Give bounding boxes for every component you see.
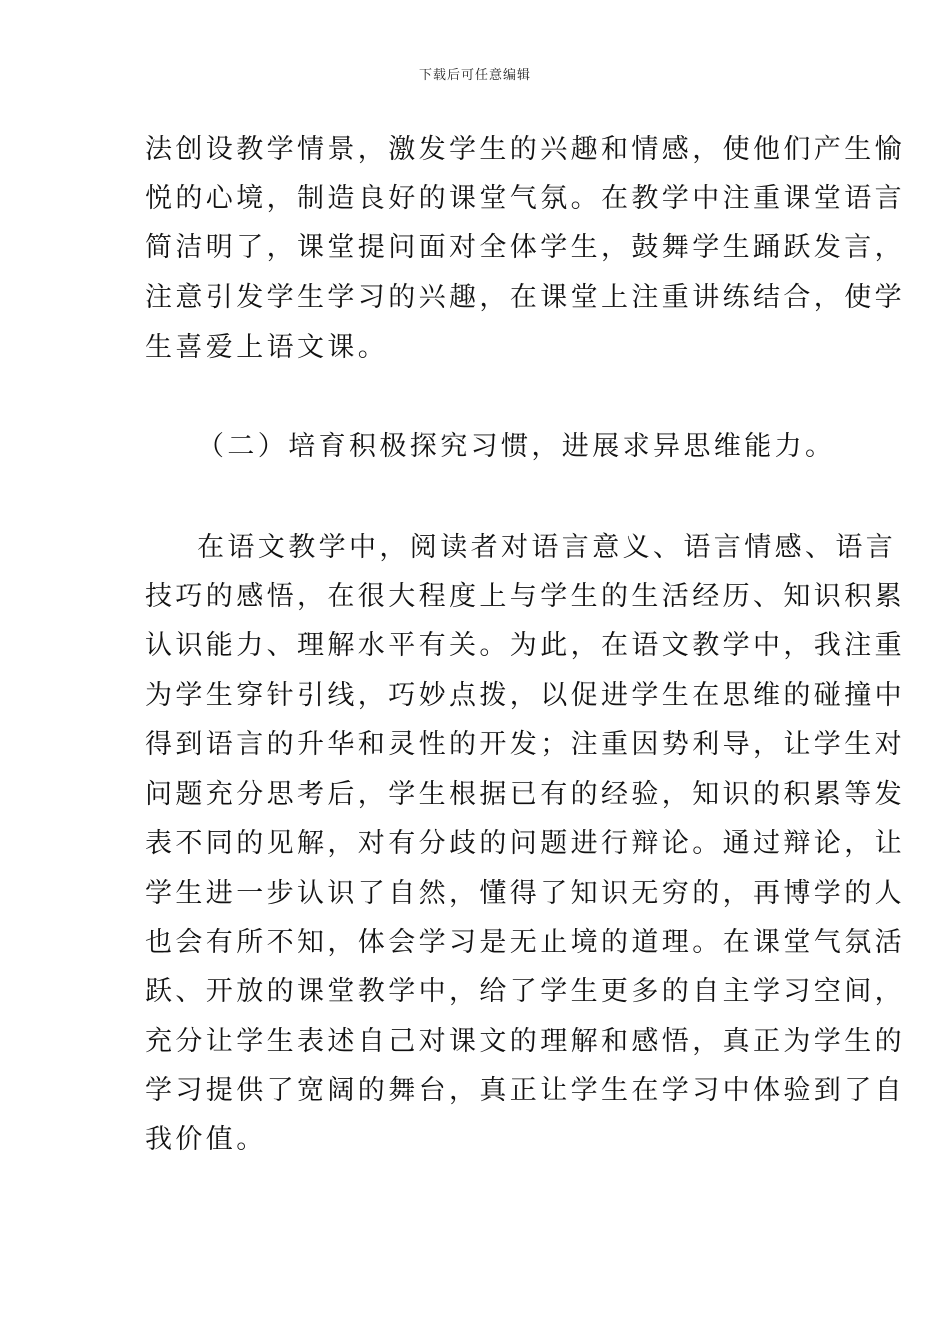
paragraph-line: 表不同的见解，对有分歧的问题进行辩论。通过辩论，让 <box>145 828 905 859</box>
paragraph-line: 得到语言的升华和灵性的开发；注重因势利导，让学生对 <box>145 729 905 760</box>
paragraph-line: 在语文教学中，阅读者对语言意义、语言情感、语言 <box>197 532 897 563</box>
paragraph-line: 跃、开放的课堂教学中，给了学生更多的自主学习空间， <box>145 976 905 1007</box>
paragraph-line: 技巧的感悟，在很大程度上与学生的生活经历、知识积累 <box>145 581 905 612</box>
paragraph-line: 充分让学生表述自己对课文的理解和感悟，真正为学生的 <box>145 1026 905 1057</box>
paragraph-line: 注意引发学生学习的兴趣，在课堂上注重讲练结合，使学 <box>145 282 905 313</box>
paragraph-line: 悦的心境，制造良好的课堂气氛。在教学中注重课堂语言 <box>145 183 905 214</box>
page-header: 下载后可任意编辑 <box>418 68 531 83</box>
paragraph-line: 也会有所不知，体会学习是无止境的道理。在课堂气氛活 <box>145 927 905 958</box>
paragraph-line: 学生进一步认识了自然，懂得了知识无穷的，再博学的人 <box>145 878 905 909</box>
paragraph-line: 为学生穿针引线，巧妙点拨，以促进学生在思维的碰撞中 <box>145 680 905 711</box>
paragraph-line: 问题充分思考后，学生根据已有的经验，知识的积累等发 <box>145 779 905 810</box>
paragraph-line: 学习提供了宽阔的舞台，真正让学生在学习中体验到了自 <box>145 1075 905 1106</box>
paragraph-line: 生喜爱上语文课。 <box>145 332 389 363</box>
paragraph-line: 简洁明了，课堂提问面对全体学生，鼓舞学生踊跃发言， <box>145 232 905 263</box>
paragraph-line: 法创设教学情景，激发学生的兴趣和情感，使他们产生愉 <box>145 134 905 165</box>
section-heading: （二）培育积极探究习惯，进展求异思维能力。 <box>197 431 836 462</box>
paragraph-line: 认识能力、理解水平有关。为此，在语文教学中，我注重 <box>145 630 905 661</box>
paragraph-line: 我价值。 <box>145 1124 267 1155</box>
